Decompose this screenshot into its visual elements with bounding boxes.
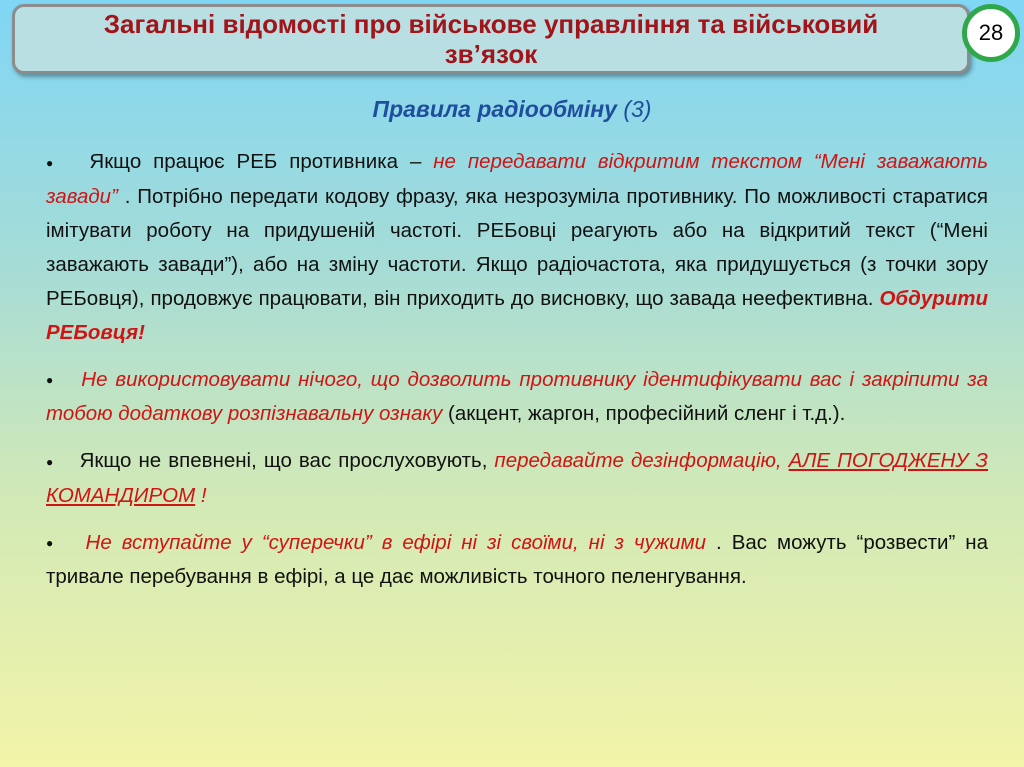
bullet-paragraph-2 [46, 363, 988, 432]
paragraph-text: Якщо працює РЕБ противника – [89, 150, 434, 173]
paragraph-text: . Потрібно передати кодову фразу, яка незрозуміла противнику. По можливості старатися імітувати роботу на придушеній частоті. РЕБовці реагують або на відкритий текст (“Мені заважають завади”), або на зміну частоти. Якщо радіочастота, яка придушується (з точки зору РЕБовця), продовжує працювати, він приходить до висновку, що завада неефективна. [46, 184, 988, 310]
bullet-paragraph-3 [46, 444, 988, 513]
bullet-icon: ● [46, 454, 55, 469]
bullet-icon: ● [46, 155, 60, 170]
slide-header [12, 4, 970, 74]
emphasis-text: Обдурити РЕБовця! [46, 286, 988, 344]
emphasis-underlined-text: АЛЕ ПОГОДЖЕНУ З КОМАНДИРОМ [46, 449, 989, 507]
subtitle-text: Правила радіообміну [372, 96, 617, 122]
paragraph-text: Якщо не впевнені, що вас прослуховують, [79, 449, 495, 473]
slide-content [46, 145, 988, 607]
emphasis-text: Не вступайте у “суперечки” в ефірі ні зі своїми, ні з чужими [85, 530, 707, 554]
subtitle-number: (3) [623, 96, 652, 122]
emphasis-text: не передавати відкритим текстом “Мені заважають завади” [46, 150, 988, 208]
bullet-icon: ● [46, 373, 56, 388]
slide-title: Загальні відомості про військове управління та військовий зв’язок [103, 9, 879, 69]
page-number-badge: 28 [962, 4, 1020, 62]
bullet-icon: ● [46, 536, 58, 551]
section-subtitle [0, 96, 1024, 123]
paragraph-text: . Вас можуть “розвести” на тривале перебування в ефірі, а це дає можливість точного пеленгування. [46, 530, 988, 589]
paragraph-text: (акцент, жаргон, професійний сленг і т.д.). [448, 402, 846, 426]
emphasis-text: передавайте дезінформацію, [494, 449, 789, 473]
emphasis-text: Не використовувати нічого, що дозволить противнику ідентифікувати вас і закріпити за тобою додаткову розпізнавальну ознаку [46, 367, 989, 426]
bullet-paragraph-1 [46, 145, 988, 350]
bullet-paragraph-4 [46, 526, 988, 595]
emphasis-text: ! [200, 483, 207, 507]
